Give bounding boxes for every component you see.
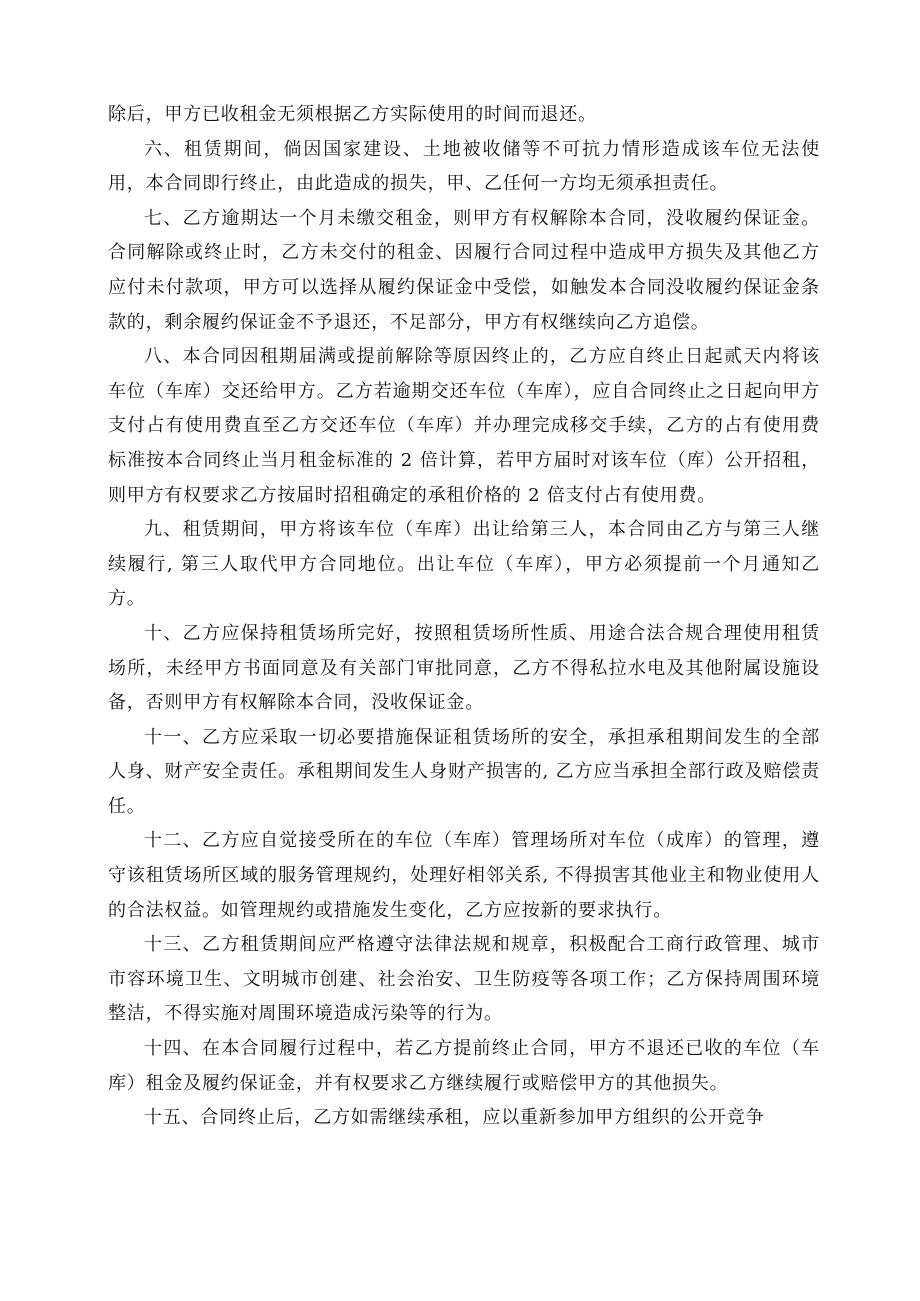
clause-9: 九、租赁期间，甲方将该车位（车库）出让给第三人，本合同由乙方与第三人继续履行, 第三人取代甲方合同地位。出让车位（车库），甲方必须提前一个月通知乙方。 (108, 519, 820, 610)
paragraph-continued: 除后，甲方已收租金无须根据乙方实际使用的时间而退还。 (108, 104, 597, 125)
clause-12: 十二、乙方应自觉接受所在的车位（车库）管理场所对车位（成库）的管理，遵守该租赁场所区域的服务管理规约，处理好相邻关系, 不得损害其他业主和物业使用人的合法权益。如管理规约或措施发生变化，乙方应按新的要求执行。 (108, 830, 820, 921)
contract-body (108, 98, 820, 1136)
clause-6: 六、租赁期间，倘因国家建设、土地被收储等不可抗力情形造成该车位无法使用，本合同即行终止，由此造成的损失，甲、乙任何一方均无须承担责任。 (108, 138, 820, 195)
clause-11: 十一、乙方应采取一切必要措施保证租赁场所的安全，承担承租期间发生的全部人身、财产安全责任。承租期间发生人身财产损害的, 乙方应当承担全部行政及赔偿责任。 (108, 726, 820, 817)
clause-13: 十三、乙方租赁期间应严格遵守法律法规和规章，积极配合工商行政管理、城市市容环境卫生、文明城市创建、社会治安、卫生防疫等各项工作；乙方保持周围环境整洁，不得实施对周围环境造成污染等的行为。 (108, 934, 820, 1025)
clause-8: 八、本合同因租期届满或提前解除等原因终止的，乙方应自终止日起贰天内将该车位（车库）交还给甲方。乙方若逾期交还车位（车库），应自合同终止之日起向甲方支付占有使用费直至乙方交还车位（车库）并办理完成移交手续，乙方的占有使用费标准按本合同终止当月租金标准的 2 倍计算，若甲方届时对该车位（库）公开招租，则甲方有权要求乙方按届时招租确定的承租价格的 2 倍支付占有使用费。 (108, 346, 820, 506)
clause-7: 七、乙方逾期达一个月未缴交租金，则甲方有权解除本合同，没收履约保证金。合同解除或终止时，乙方未交付的租金、因履行合同过程中造成甲方损失及其他乙方应付未付款项，甲方可以选择从履约保证金中受偿，如触发本合同没收履约保证金条款的，剩余履约保证金不予退还，不足部分，甲方有权继续向乙方追偿。 (108, 207, 820, 333)
clause-14: 十四、在本合同履行过程中，若乙方提前终止合同，甲方不退还已收的车位（车库）租金及履约保证金，并有权要求乙方继续履行或赔偿甲方的其他损失。 (108, 1038, 820, 1094)
clause-10: 十、乙方应保持租赁场所完好，按照租赁场所性质、用途合法合规合理使用租赁场所，未经甲方书面同意及有关部门审批同意，乙方不得私拉水电及其他附属设施设备，否则甲方有权解除本合同，没收保证金。 (108, 622, 820, 714)
clause-15: 十五、合同终止后，乙方如需继续承租，应以重新参加甲方组织的公开竞争 (144, 1107, 765, 1129)
